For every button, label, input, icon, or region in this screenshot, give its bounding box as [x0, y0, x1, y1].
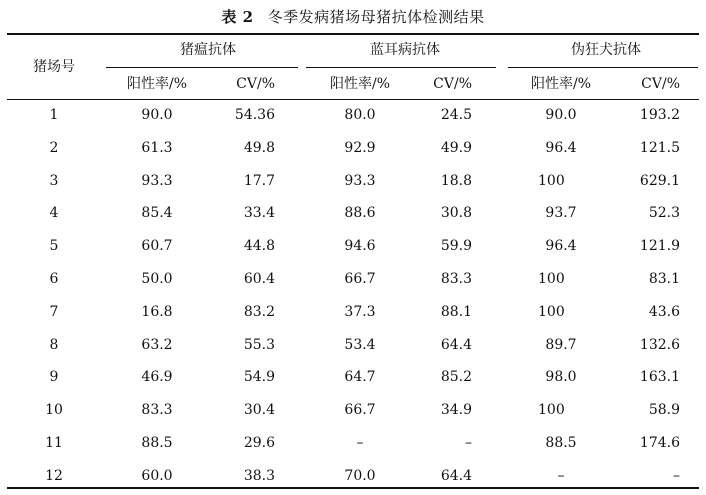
table-cell: 92.9 — [344, 140, 376, 156]
group-header: 伪狂犬抗体 — [571, 42, 641, 58]
farm-number-cell: 10 — [45, 402, 63, 418]
table-cell: 60.7 — [141, 238, 173, 254]
farm-number-cell: 2 — [49, 140, 59, 156]
table-cell: 30.4 — [243, 402, 275, 418]
group-header-rule — [508, 67, 698, 68]
table-cell: 66.7 — [344, 402, 376, 418]
table-cell: 100 — [538, 402, 565, 418]
group-header-rule — [306, 67, 496, 68]
table-cell: 90.0 — [141, 107, 173, 123]
top-rule — [7, 33, 699, 35]
table-cell: 100 — [538, 304, 565, 320]
cv-header: CV/% — [433, 76, 472, 92]
table-cell: 33.4 — [243, 205, 275, 221]
table-cell: 61.3 — [141, 140, 173, 156]
table-cell: 85.2 — [440, 369, 472, 385]
group-header: 猪瘟抗体 — [180, 42, 236, 58]
table-title: 冬季发病猪场母猪抗体检测结果 — [267, 8, 485, 26]
table-cell: 96.4 — [545, 140, 577, 156]
table-cell: 93.7 — [545, 205, 577, 221]
table-cell: 60.4 — [243, 271, 275, 287]
farm-number-cell: 7 — [49, 304, 59, 320]
table-cell: 54.36 — [234, 107, 275, 123]
table-cell: 63.2 — [141, 337, 173, 353]
table-cell: 43.6 — [648, 304, 680, 320]
table-cell: 174.6 — [639, 435, 680, 451]
table-cell: – — [557, 468, 565, 484]
farm-number-cell: 11 — [45, 435, 63, 451]
table-cell: – — [465, 435, 472, 451]
table-cell: 49.8 — [243, 140, 275, 156]
table-cell: 66.7 — [344, 271, 376, 287]
table-cell: 64.7 — [344, 369, 376, 385]
table-cell: 132.6 — [639, 337, 680, 353]
table-cell: – — [356, 435, 364, 451]
table-cell: 59.9 — [440, 238, 472, 254]
table-cell: 18.8 — [440, 173, 472, 189]
farm-number-cell: 1 — [49, 107, 59, 123]
table-cell: 37.3 — [344, 304, 376, 320]
group-header-rule — [106, 67, 298, 68]
table-cell: 93.3 — [344, 173, 376, 189]
table-cell: 90.0 — [545, 107, 577, 123]
table-cell: 46.9 — [141, 369, 173, 385]
farm-number-cell: 5 — [49, 238, 59, 254]
table-cell: 29.6 — [243, 435, 275, 451]
cv-header: CV/% — [641, 76, 680, 92]
table-cell: 55.3 — [243, 337, 275, 353]
table-cell: 53.4 — [344, 337, 376, 353]
table-cell: 121.9 — [639, 238, 680, 254]
positive-rate-header: 阳性率/% — [329, 76, 391, 92]
header-rule — [7, 99, 699, 100]
table-cell: 100 — [538, 271, 565, 287]
farm-number-cell: 3 — [49, 173, 59, 189]
table-cell: 64.4 — [440, 337, 472, 353]
farm-number-header: 猪场号 — [33, 59, 75, 75]
farm-number-cell: 6 — [49, 271, 59, 287]
table-cell: 98.0 — [545, 369, 577, 385]
table-cell: 24.5 — [440, 107, 472, 123]
table-cell: 52.3 — [648, 205, 680, 221]
table-cell: 121.5 — [639, 140, 680, 156]
farm-number-cell: 4 — [49, 205, 59, 221]
table-cell: 50.0 — [141, 271, 173, 287]
bottom-rule — [7, 487, 699, 489]
table-cell: 49.9 — [440, 140, 472, 156]
cv-header: CV/% — [236, 76, 275, 92]
table-cell: 96.4 — [545, 238, 577, 254]
table-cell: 88.5 — [141, 435, 173, 451]
positive-rate-header: 阳性率/% — [530, 76, 592, 92]
table-cell: 30.8 — [440, 205, 472, 221]
table-cell: 88.6 — [344, 205, 376, 221]
table-cell: 88.5 — [545, 435, 577, 451]
table-caption — [0, 6, 706, 27]
table-cell: 83.1 — [648, 271, 680, 287]
farm-number-cell: 8 — [49, 337, 59, 353]
table-cell: 163.1 — [639, 369, 680, 385]
farm-number-cell: 9 — [49, 369, 59, 385]
table-cell: 16.8 — [141, 304, 173, 320]
table-cell: 60.0 — [141, 468, 173, 484]
positive-rate-header: 阳性率/% — [126, 76, 188, 92]
table-cell: 83.2 — [243, 304, 275, 320]
table-cell: 83.3 — [440, 271, 472, 287]
table-cell: 34.9 — [440, 402, 472, 418]
table-cell: – — [673, 468, 680, 484]
table-cell: 85.4 — [141, 205, 173, 221]
table-cell: 64.4 — [440, 468, 472, 484]
table-cell: 80.0 — [344, 107, 376, 123]
farm-number-cell: 12 — [45, 468, 63, 484]
table-label: 表 2 — [221, 8, 254, 26]
table-cell: 44.8 — [243, 238, 275, 254]
table-cell: 100 — [538, 173, 565, 189]
table-cell: 89.7 — [545, 337, 577, 353]
table-cell: 83.3 — [141, 402, 173, 418]
table-cell: 193.2 — [639, 107, 680, 123]
table-cell: 70.0 — [344, 468, 376, 484]
table-cell: 88.1 — [440, 304, 472, 320]
table-cell: 629.1 — [639, 173, 680, 189]
table-cell: 94.6 — [344, 238, 376, 254]
table-cell: 38.3 — [243, 468, 275, 484]
table-cell: 54.9 — [243, 369, 275, 385]
table-cell: 58.9 — [648, 402, 680, 418]
table-cell: 17.7 — [243, 173, 275, 189]
table-cell: 93.3 — [141, 173, 173, 189]
group-header: 蓝耳病抗体 — [370, 42, 440, 58]
